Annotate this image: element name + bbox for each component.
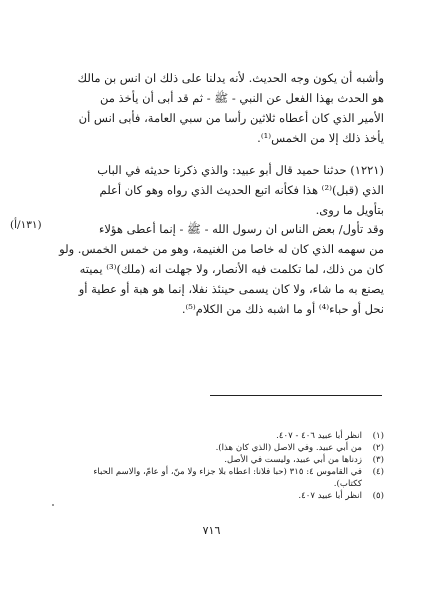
footnote-text: انظر أبا عبيد ٤٠٧.	[298, 491, 362, 501]
footnote-text: ككتاب).	[333, 479, 362, 489]
text-line: كان من ذلك، لما تكلمت فيه الأنصار، ولا جهلت انه (ملك)⁽³⁾ يميته	[79, 262, 384, 276]
footnote-number: (٣)	[372, 455, 384, 465]
text-line: (١٢٢١) حدثنا حميد قال أبو عبيد: والذي ذكرنا حديثه في الباب	[97, 163, 384, 177]
paragraph-3	[38, 219, 384, 319]
footnote-separator	[210, 395, 382, 396]
footnote-number	[362, 478, 384, 490]
text-line: نحل أو حباء⁽⁴⁾ أو ما اشبه ذلك من الكلام⁽⁵⁾.	[181, 302, 384, 316]
footnote-continuation	[40, 478, 384, 490]
footnote-number: (١)	[372, 431, 384, 441]
footnote-number: (٢)	[372, 443, 384, 453]
footnote-text: من أبي عبيد. وفي الاصل (الذي كان هذا).	[215, 443, 362, 453]
footnote	[40, 442, 384, 454]
text-line: يصنع به ما شاء، ولا كان يسمى حينئذ نفلا، إنما هو هبة أو عطية أو	[78, 282, 384, 296]
footnote	[40, 454, 384, 466]
footnote-number: (٤)	[372, 467, 384, 477]
text-line: وقد تأول/ بعض الناس ان رسول الله - ﷺ - إنما أعطى هؤلاء	[98, 222, 384, 236]
footnote-text: في القاموس ٤: ٣١٥ (حبا فلانا: اعطاه بلا جزاء ولا منّ، أو عامّ، والاسم الحباء	[93, 467, 362, 477]
footnote-number: (٥)	[372, 491, 384, 501]
paragraph-2	[38, 160, 384, 220]
text-line: يأخذ ذلك إلا من الخمس⁽¹⁾.	[257, 131, 384, 145]
text-line: هو الحدث بهذا الفعل عن النبي - ﷺ - ثم قد أبى أن يأخذ من	[100, 91, 384, 105]
footnotes	[40, 430, 384, 502]
footnote	[40, 490, 384, 502]
text-line: وأشبه أن يكون وجه الحديث. لأنه يدلنا على ذلك ان انس بن مالك	[77, 71, 384, 85]
scan-speck	[52, 504, 54, 506]
text-line: من سهمه الذي كان له خاصا من الغنيمة، وهو من خمس الخمس. ولو	[59, 242, 384, 256]
footnote	[40, 466, 384, 478]
text-line: الأمير الذي كان أعطاه ثلاثين رأسا من سبي العامة، فأبى انس أن	[78, 111, 384, 125]
footnote-text: انظر أبا عبيد ٤٠٦ - ٤٠٧.	[276, 431, 362, 441]
footnote-text: زدناها من أبي عبيد، وليست في الأصل.	[224, 455, 362, 465]
text-line: الذي (قبل)⁽²⁾ هذا فكأنه اتبع الحديث الذي رواه وهو كان أعلم	[99, 183, 384, 197]
paragraph-1	[38, 68, 384, 148]
page-number: ٧١٦	[202, 524, 221, 537]
text-line: بتأويل ما روى.	[315, 203, 384, 217]
footnote	[40, 430, 384, 442]
margin-folio-reference: (١٣١/أ)	[10, 219, 42, 231]
